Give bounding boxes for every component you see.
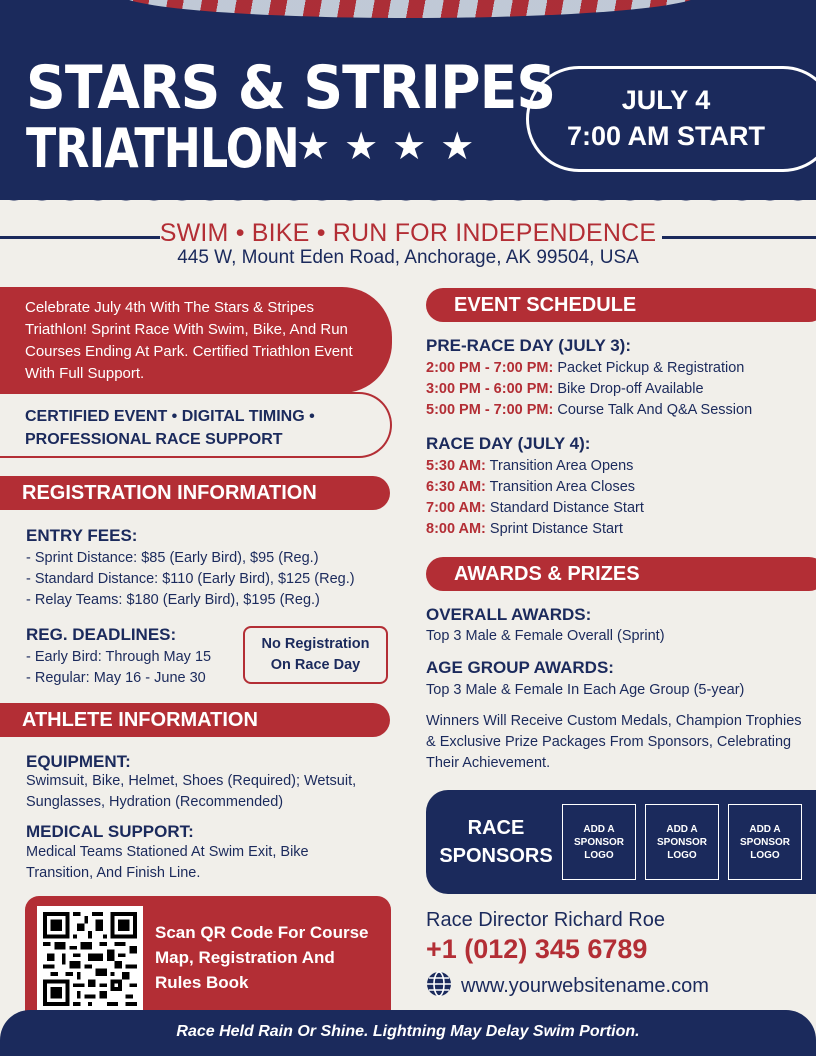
list-item: - Sprint Distance: $85 (Early Bird), $95 (Reg.)	[26, 548, 355, 569]
pre-race-title: PRE-RACE DAY (JULY 3):	[426, 336, 632, 355]
scallop-divider	[0, 186, 816, 214]
website-link[interactable]: www.yourwebsitename.com	[461, 975, 709, 997]
schedule-time: 6:30 AM:	[426, 479, 486, 495]
entry-fees-list	[26, 548, 355, 611]
deadlines-list	[26, 647, 211, 689]
start-time: 7:00 AM START	[566, 121, 766, 151]
event-date: JULY 4	[621, 85, 711, 116]
deadlines-title: REG. DEADLINES:	[26, 625, 177, 644]
winners-text: Winners Will Receive Custom Medals, Champion Trophies & Exclusive Prize Packages From Sponsors, Celebrating Their Achievement.	[426, 713, 802, 771]
stars-icon: ★★★★	[296, 126, 489, 168]
pre-race-schedule	[426, 358, 806, 421]
schedule-row	[426, 477, 806, 498]
footer-text: Race Held Rain Or Shine. Lightning May Delay Swim Portion.	[176, 1023, 640, 1040]
schedule-time: 7:00 AM:	[426, 500, 486, 516]
sponsors-band	[426, 790, 816, 894]
event-title-line1: STARS & STRIPES	[26, 53, 556, 123]
entry-fees-title: ENTRY FEES:	[26, 526, 138, 545]
schedule-time: 2:00 PM - 7:00 PM:	[426, 360, 554, 376]
race-director: Race Director Richard Roe	[426, 909, 665, 931]
overall-awards-title: OVERALL AWARDS:	[426, 605, 592, 624]
sponsor-logo-placeholder[interactable]	[562, 804, 636, 880]
age-group-awards-text: Top 3 Male & Female In Each Age Group (5-year)	[426, 682, 745, 698]
logo-text: ADD A	[749, 823, 781, 835]
event-address: 445 W, Mount Eden Road, Anchorage, AK 99504, USA	[177, 247, 639, 268]
date-badge	[526, 66, 816, 172]
globe-icon	[426, 971, 452, 1002]
medical-title: MEDICAL SUPPORT:	[26, 822, 194, 841]
intro-box	[0, 287, 392, 393]
logo-text: SPONSOR	[656, 836, 707, 848]
cert-line-2: PROFESSIONAL RACE SUPPORT	[25, 431, 283, 448]
cert-line-1: CERTIFIED EVENT • DIGITAL TIMING •	[25, 408, 315, 425]
schedule-row	[426, 498, 806, 519]
qr-code-panel	[25, 896, 391, 1012]
schedule-heading: EVENT SCHEDULE	[426, 288, 816, 322]
equipment-text: Swimsuit, Bike, Helmet, Shoes (Required); Wetsuit, Sunglasses, Hydration (Recommended)	[26, 773, 357, 810]
list-item: - Relay Teams: $180 (Early Bird), $195 (Reg.)	[26, 590, 355, 611]
list-item: - Regular: May 16 - June 30	[26, 668, 211, 689]
schedule-row	[426, 379, 806, 400]
registration-heading: REGISTRATION INFORMATION	[0, 476, 390, 510]
schedule-row	[426, 519, 806, 540]
logo-text: LOGO	[750, 849, 780, 861]
schedule-time: 5:30 AM:	[426, 458, 486, 474]
qr-code-image[interactable]	[37, 906, 143, 1012]
intro-text: Celebrate July 4th With The Stars & Stripes Triathlon! Sprint Race With Swim, Bike, And Run Courses Ending At Park. Certified Triathlon Event With Full Support.	[25, 299, 353, 382]
schedule-desc: Standard Distance Start	[489, 500, 644, 516]
logo-text: SPONSOR	[739, 836, 790, 848]
list-item: - Early Bird: Through May 15	[26, 647, 211, 668]
schedule-time: 8:00 AM:	[426, 521, 486, 537]
sponsors-label-line1: RACE	[467, 817, 525, 839]
overall-awards-text: Top 3 Male & Female Overall (Sprint)	[426, 628, 665, 644]
awards-heading: AWARDS & PRIZES	[426, 557, 816, 591]
event-title-line2: TRIATHLON	[26, 117, 299, 180]
no-reg-line-2: On Race Day	[270, 657, 361, 673]
race-day-title: RACE DAY (JULY 4):	[426, 434, 591, 453]
age-group-awards-title: AGE GROUP AWARDS:	[426, 658, 614, 677]
equipment-title: EQUIPMENT:	[26, 752, 131, 771]
schedule-row	[426, 456, 806, 477]
schedule-desc: Packet Pickup & Registration	[557, 360, 745, 376]
athlete-heading: ATHLETE INFORMATION	[0, 703, 390, 737]
sponsor-logo-placeholder[interactable]	[728, 804, 802, 880]
header-banner	[0, 0, 816, 200]
website-row[interactable]	[426, 971, 709, 1002]
schedule-row	[426, 358, 806, 379]
list-item: - Standard Distance: $110 (Early Bird), $125 (Reg.)	[26, 569, 355, 590]
schedule-desc: Transition Area Opens	[489, 458, 634, 474]
phone-number[interactable]: +1 (012) 345 6789	[426, 934, 648, 964]
sponsors-label	[426, 814, 566, 870]
schedule-desc: Sprint Distance Start	[489, 521, 623, 537]
schedule-time: 5:00 PM - 7:00 PM:	[426, 402, 554, 418]
schedule-time: 3:00 PM - 6:00 PM:	[426, 381, 554, 397]
sponsors-label-line2: SPONSORS	[439, 845, 553, 867]
certification-box	[0, 392, 392, 458]
qr-instructions: Scan QR Code For Course Map, Registration And Rules Book	[155, 923, 369, 992]
race-day-schedule	[426, 456, 806, 540]
logo-text: LOGO	[584, 849, 614, 861]
no-reg-line-1: No Registration	[261, 636, 370, 652]
no-race-day-registration-badge	[243, 626, 388, 684]
sponsor-logo-placeholder[interactable]	[645, 804, 719, 880]
schedule-desc: Course Talk And Q&A Session	[557, 402, 753, 418]
flag-graphic	[120, 0, 700, 18]
schedule-desc: Transition Area Closes	[489, 479, 636, 495]
logo-text: LOGO	[667, 849, 697, 861]
schedule-desc: Bike Drop-off Available	[557, 381, 704, 397]
schedule-row	[426, 400, 806, 421]
tagline: SWIM • BIKE • RUN FOR INDEPENDENCE	[159, 219, 657, 247]
logo-text: SPONSOR	[573, 836, 624, 848]
logo-text: ADD A	[666, 823, 698, 835]
footer-banner	[0, 1010, 816, 1056]
medical-text: Medical Teams Stationed At Swim Exit, Bike Transition, And Finish Line.	[26, 844, 309, 881]
logo-text: ADD A	[583, 823, 615, 835]
